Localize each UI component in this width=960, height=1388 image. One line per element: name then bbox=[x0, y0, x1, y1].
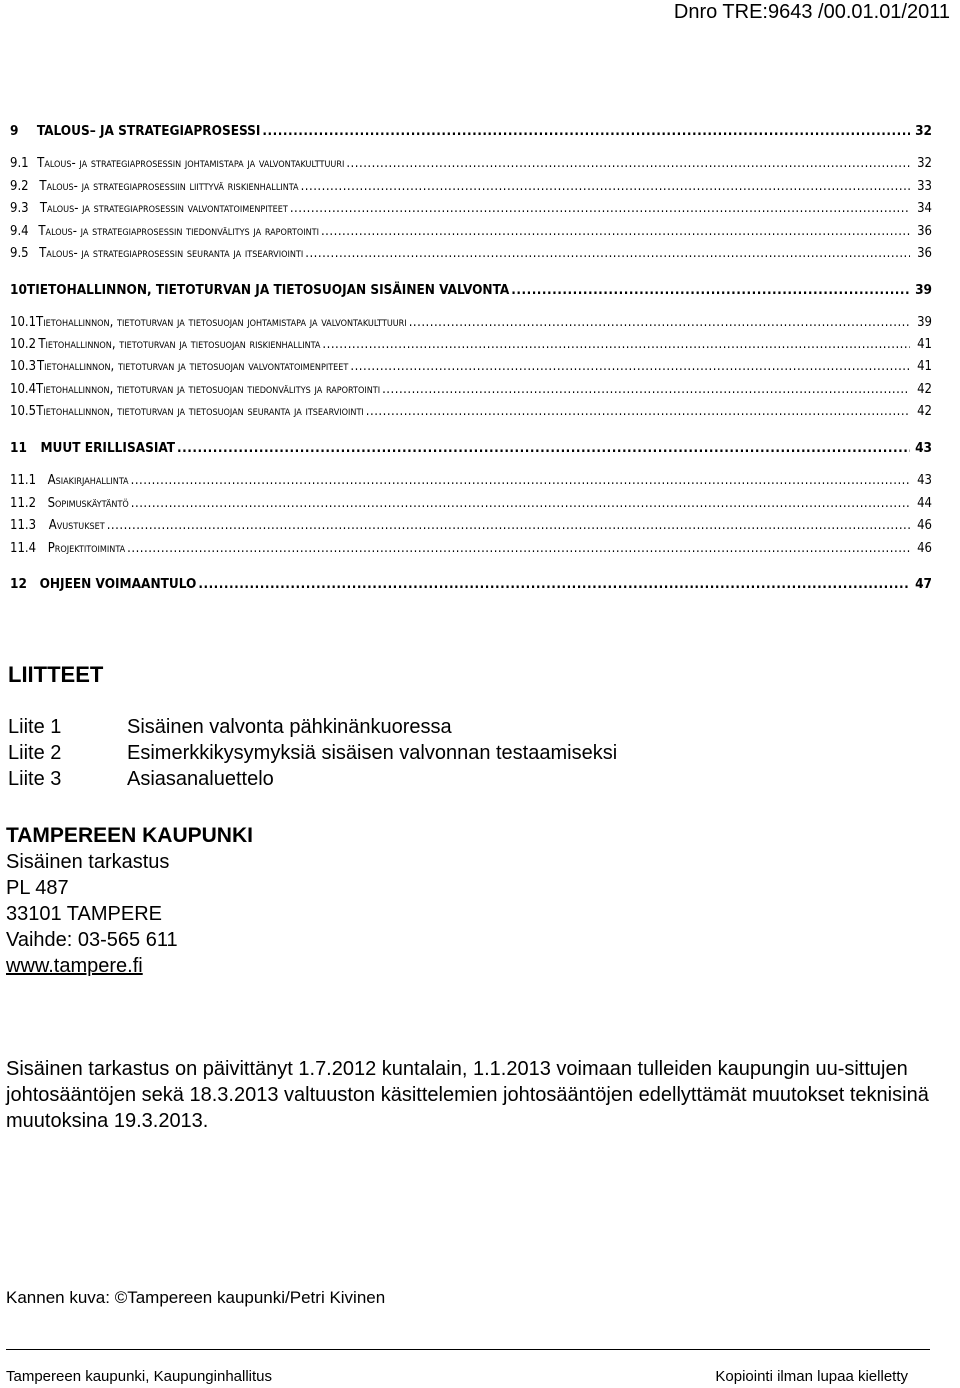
toc-entry-title: Tietohallinnon, tietoturvan ja tietosuojan seuranta ja itsearviointi bbox=[36, 404, 364, 419]
toc-entry-title: Talous- ja strategiaprosessin johtamistapa ja valvontakulttuuri bbox=[37, 156, 345, 171]
toc-entry[interactable] bbox=[10, 246, 932, 261]
toc-entry-number: 10.4 bbox=[10, 382, 37, 397]
toc-entry[interactable] bbox=[10, 359, 932, 374]
toc-entry-page: 39 bbox=[915, 282, 932, 298]
toc-leader-dots bbox=[409, 315, 910, 330]
toc-entry-number: 11.2 bbox=[10, 496, 37, 511]
attachment-item bbox=[8, 716, 452, 739]
toc-entry-title: TALOUS– JA STRATEGIAPROSESSI bbox=[36, 123, 261, 139]
toc-entry-page: 41 bbox=[917, 359, 932, 374]
toc-entry-page: 33 bbox=[917, 179, 932, 194]
toc-entry-page: 32 bbox=[917, 156, 932, 171]
phone-number: Vaihde: 03-565 611 bbox=[6, 929, 178, 951]
toc-entry-title: Talous- ja strategiaprosessin seuranta ja itsearviointi bbox=[39, 246, 304, 261]
toc-entry-number: 10.5 bbox=[10, 404, 37, 419]
toc-entry-page: 42 bbox=[917, 404, 932, 419]
toc-leader-dots bbox=[177, 440, 910, 456]
toc-entry[interactable] bbox=[10, 404, 932, 419]
toc-leader-dots bbox=[127, 541, 910, 556]
toc-entry-number: 11 bbox=[10, 440, 27, 456]
toc-entry-title: Talous- ja strategiaprosessin tiedonvälitys ja raportointi bbox=[38, 224, 319, 239]
toc-entry[interactable] bbox=[10, 224, 932, 239]
toc-entry[interactable] bbox=[10, 473, 932, 488]
footer-right-text: Kopiointi ilman lupaa kielletty bbox=[715, 1368, 908, 1385]
toc-entry-number: 10.3 bbox=[10, 359, 37, 374]
attachment-label: Liite 2 bbox=[8, 742, 62, 764]
toc-entry[interactable] bbox=[10, 156, 932, 171]
cover-image-credit: Kannen kuva: ©Tampereen kaupunki/Petri Kivinen bbox=[6, 1288, 386, 1307]
toc-leader-dots bbox=[350, 359, 910, 374]
toc-entry[interactable] bbox=[10, 315, 932, 330]
attachment-title: Asiasanaluettelo bbox=[127, 768, 274, 790]
toc-entry-title: Sopimuskäytäntö bbox=[47, 496, 129, 511]
toc-entry[interactable] bbox=[10, 518, 932, 533]
postal-city: 33101 TAMPERE bbox=[6, 903, 163, 925]
toc-leader-dots bbox=[198, 576, 910, 592]
toc-entry-page: 46 bbox=[917, 541, 932, 556]
toc-entry-page: 43 bbox=[917, 473, 932, 488]
toc-entry-number: 10 bbox=[10, 282, 27, 298]
attachment-item bbox=[8, 768, 274, 791]
toc-leader-dots bbox=[382, 382, 910, 397]
toc-entry-page: 36 bbox=[917, 246, 932, 261]
toc-entry-number: 11.4 bbox=[10, 541, 37, 556]
toc-entry-title: Asiakirjahallinta bbox=[47, 473, 129, 488]
toc-entry[interactable] bbox=[10, 123, 932, 139]
toc-entry-page: 32 bbox=[915, 123, 932, 139]
footer-divider bbox=[6, 1349, 930, 1350]
toc-entry-number: 9 bbox=[10, 123, 19, 139]
toc-entry-page: 41 bbox=[917, 337, 932, 352]
toc-leader-dots bbox=[305, 246, 910, 261]
toc-entry-number: 11.3 bbox=[10, 518, 37, 533]
toc-leader-dots bbox=[321, 224, 910, 239]
toc-entry-number: 10.2 bbox=[10, 337, 37, 352]
toc-entry[interactable] bbox=[10, 282, 932, 298]
toc-leader-dots bbox=[346, 156, 910, 171]
toc-entry-number: 10.1 bbox=[10, 315, 37, 330]
toc-entry-title: Tietohallinnon, tietoturvan ja tietosuojan valvontatoimenpiteet bbox=[36, 359, 349, 374]
toc-entry[interactable] bbox=[10, 541, 932, 556]
toc-entry-title: OHJEEN VOIMAANTULO bbox=[39, 576, 197, 592]
toc-entry-page: 34 bbox=[917, 201, 932, 216]
attachment-title: Esimerkkikysymyksiä sisäisen valvonnan testaamiseksi bbox=[127, 742, 618, 764]
toc-entry-title: Projektitoiminta bbox=[47, 541, 126, 556]
toc-entry-number: 9.5 bbox=[10, 246, 29, 261]
toc-leader-dots bbox=[290, 201, 910, 216]
toc-entry-page: 42 bbox=[917, 382, 932, 397]
toc-entry-page: 47 bbox=[915, 576, 932, 592]
toc-leader-dots bbox=[366, 404, 910, 419]
toc-entry[interactable] bbox=[10, 337, 932, 352]
toc-leader-dots bbox=[301, 179, 910, 194]
toc-leader-dots bbox=[131, 473, 910, 488]
toc-leader-dots bbox=[107, 518, 910, 533]
toc-entry-title: Tietohallinnon, tietoturvan ja tietosuojan riskienhallinta bbox=[38, 337, 321, 352]
toc-entry-number: 11.1 bbox=[10, 473, 37, 488]
toc-entry[interactable] bbox=[10, 576, 932, 592]
toc-entry-number: 9.4 bbox=[10, 224, 29, 239]
toc-leader-dots bbox=[131, 496, 910, 511]
contact-block bbox=[6, 823, 253, 979]
toc-entry-title: Tietohallinnon, tietoturvan ja tietosuojan tiedonvälitys ja raportointi bbox=[36, 382, 381, 397]
po-box: PL 487 bbox=[6, 877, 69, 899]
attachment-label: Liite 1 bbox=[8, 716, 62, 738]
attachment-label: Liite 3 bbox=[8, 768, 62, 790]
toc-leader-dots bbox=[511, 282, 910, 298]
footer-left-text: Tampereen kaupunki, Kaupunginhallitus bbox=[6, 1368, 273, 1385]
attachment-title: Sisäinen valvonta pähkinänkuoressa bbox=[127, 716, 452, 738]
toc-entry-page: 44 bbox=[917, 496, 932, 511]
toc-entry[interactable] bbox=[10, 201, 932, 216]
toc-entry-title: Tietohallinnon, tietoturvan ja tietosuojan johtamistapa ja valvontakulttuuri bbox=[36, 315, 407, 330]
toc-entry[interactable] bbox=[10, 179, 932, 194]
toc-entry-number: 9.1 bbox=[10, 156, 29, 171]
toc-entry-title: Avustukset bbox=[48, 518, 105, 533]
toc-entry-title: Talous- ja strategiaprosessiin liittyvä riskienhallinta bbox=[39, 179, 299, 194]
toc-entry[interactable] bbox=[10, 496, 932, 511]
document-reference-number: Dnro TRE:9643 /00.01.01/2011 bbox=[673, 1, 950, 23]
toc-entry-number: 9.3 bbox=[10, 201, 29, 216]
unit-name: Sisäinen tarkastus bbox=[6, 851, 170, 873]
toc-entry-title: TIETOHALLINNON, TIETOTURVAN JA TIETOSUOJAN SISÄINEN VALVONTA bbox=[26, 282, 510, 298]
toc-entry-number: 9.2 bbox=[10, 179, 29, 194]
toc-leader-dots bbox=[262, 123, 910, 139]
toc-entry[interactable] bbox=[10, 382, 932, 397]
toc-entry[interactable] bbox=[10, 440, 932, 456]
toc-leader-dots bbox=[322, 337, 910, 352]
toc-entry-title: MUUT ERILLISASIAT bbox=[40, 440, 175, 456]
attachment-item bbox=[8, 742, 617, 765]
update-note: Sisäinen tarkastus on päivittänyt 1.7.2012 kuntalain, 1.1.2013 voimaan tulleiden kaupungin uu-sittujen johtosääntöjen sekä 18.3.2013 valtuuston käsittelemien johtosääntöjen edellyttämät muutokset teknisinä muutoksina 19.3.2013. bbox=[6, 1058, 929, 1132]
organization-name: TAMPEREEN KAUPUNKI bbox=[6, 824, 253, 847]
website-link[interactable]: www.tampere.fi bbox=[6, 955, 143, 977]
toc-entry-page: 46 bbox=[917, 518, 932, 533]
toc-entry-page: 43 bbox=[915, 440, 932, 456]
toc-entry-page: 36 bbox=[917, 224, 932, 239]
toc-entry-number: 12 bbox=[10, 576, 27, 592]
attachments-heading: LIITTEET bbox=[8, 662, 104, 687]
toc-entry-page: 39 bbox=[917, 315, 932, 330]
toc-entry-title: Talous- ja strategiaprosessin valvontatoimenpiteet bbox=[39, 201, 288, 216]
